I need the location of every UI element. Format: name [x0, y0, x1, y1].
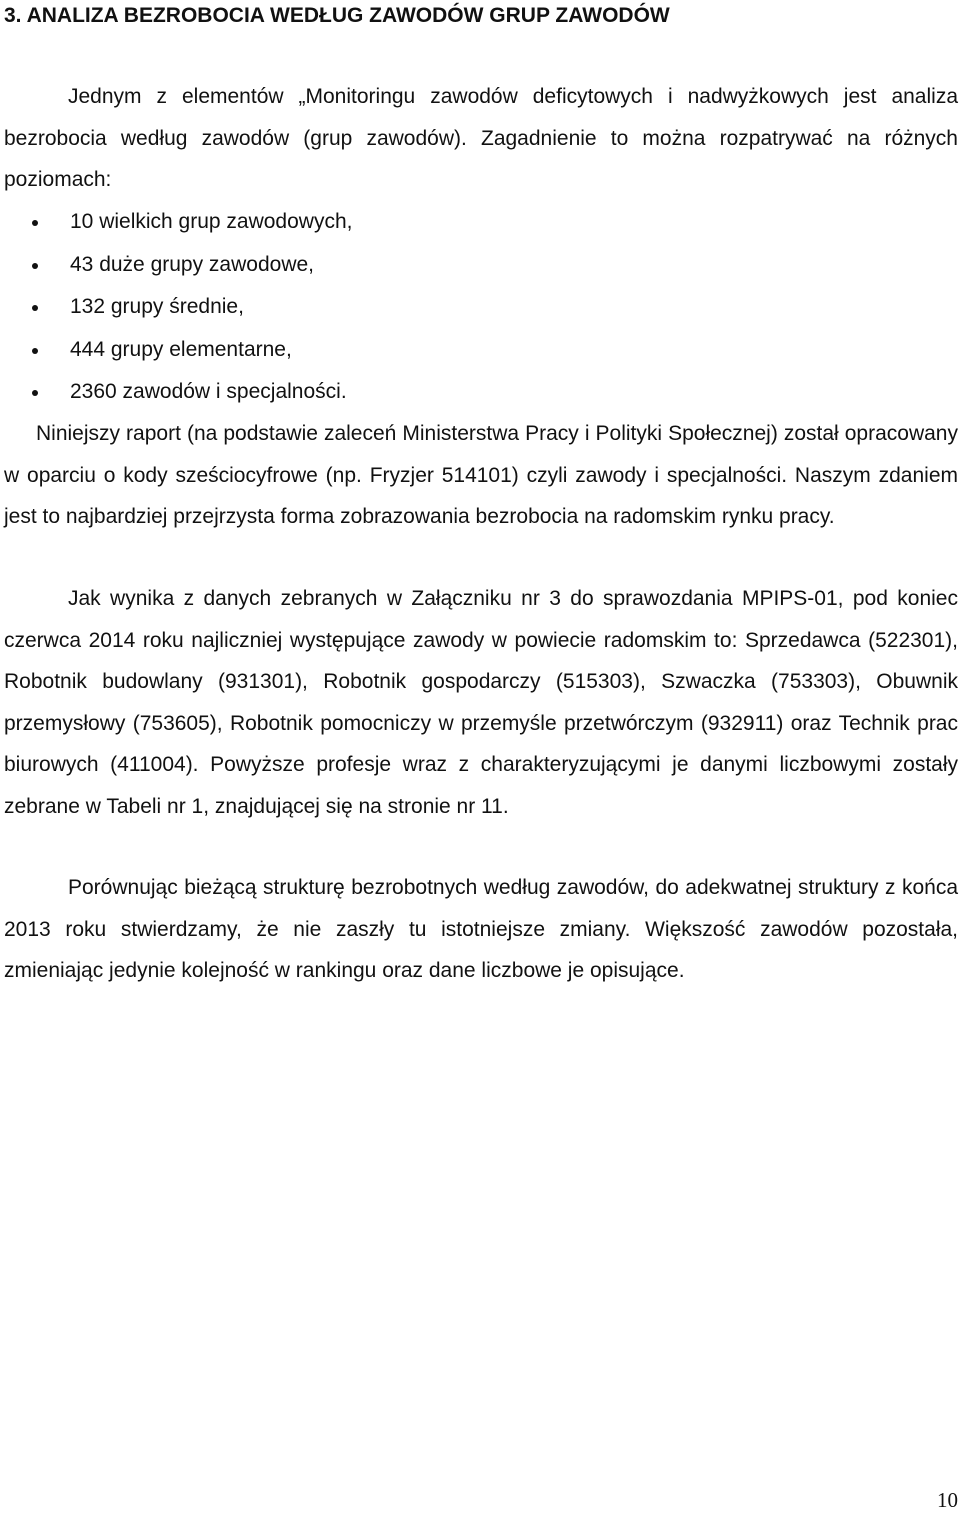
list-item: [4, 286, 352, 329]
list-item: [4, 244, 352, 287]
list-item-text: 43 duże grupy zawodowe,: [70, 252, 314, 276]
bullet-icon: [32, 263, 38, 269]
list-item-text: 2360 zawodów i specjalności.: [70, 380, 347, 403]
bullet-icon: [32, 220, 38, 226]
list-item: [4, 329, 352, 372]
bullet-icon: [32, 305, 38, 311]
list-item-text: 132 grupy średnie,: [70, 295, 244, 318]
levels-list: [4, 201, 352, 414]
list-item-text: 10 wielkich grup zawodowych,: [70, 210, 353, 233]
list-item-text: 444 grupy elementarne,: [70, 337, 292, 361]
raport-paragraph: Niniejszy raport (na podstawie zaleceń Ministerstwa Pracy i Polityki Społecznej) został opracowany w oparciu o kody sześciocyfrowe (np. Fryzjer 514101) czyli zawody i specjalności. Naszym zdaniem jest to najbardziej przejrzysta forma zobrazowania bezrobocia na radomskim rynku pracy.: [4, 422, 958, 529]
intro-paragraph: Jednym z elementów „Monitoringu zawodów deficytowych i nadwyżkowych jest analiza bezrobocia według zawodów (grup zawodów). Zagadnienie to można rozpatrywać na różnych poziomach:: [4, 85, 958, 192]
bullet-icon: [32, 390, 38, 396]
section-heading: 3. ANALIZA BEZROBOCIA WEDŁUG ZAWODÓW GRUP ZAWODÓW: [4, 4, 670, 27]
bullet-icon: [32, 348, 38, 354]
occupations-paragraph: Jak wynika z danych zebranych w Załączniku nr 3 do sprawozdania MPIPS-01, pod koniec czerwca 2014 roku najliczniej występujące zawody w powiecie radomskim to: Sprzedawca (522301), Robotnik budowlany (931301), Robotnik gospodarczy (515303), Szwaczka (753303), Obuwnik przemysłowy (753605), Robotnik pomocniczy w przemyśle przetwórczym (932911) oraz Technik prac biurowych (411004). Powyższe profesje wraz z charakteryzującymi je danymi liczbowymi zostały zebrane w Tabeli nr 1, znajdującej się na stronie nr 11.: [4, 587, 958, 818]
list-item: [4, 201, 352, 244]
list-item: [4, 371, 352, 414]
comparison-paragraph: Porównując bieżącą strukturę bezrobotnych według zawodów, do adekwatnej struktury z końca 2013 roku stwierdzamy, że nie zaszły tu istotniejsze zmiany. Większość zawodów pozostała, zmieniając jedynie kolejność w rankingu oraz dane liczbowe je opisujące.: [4, 876, 958, 983]
page-number: 10: [937, 1488, 958, 1512]
